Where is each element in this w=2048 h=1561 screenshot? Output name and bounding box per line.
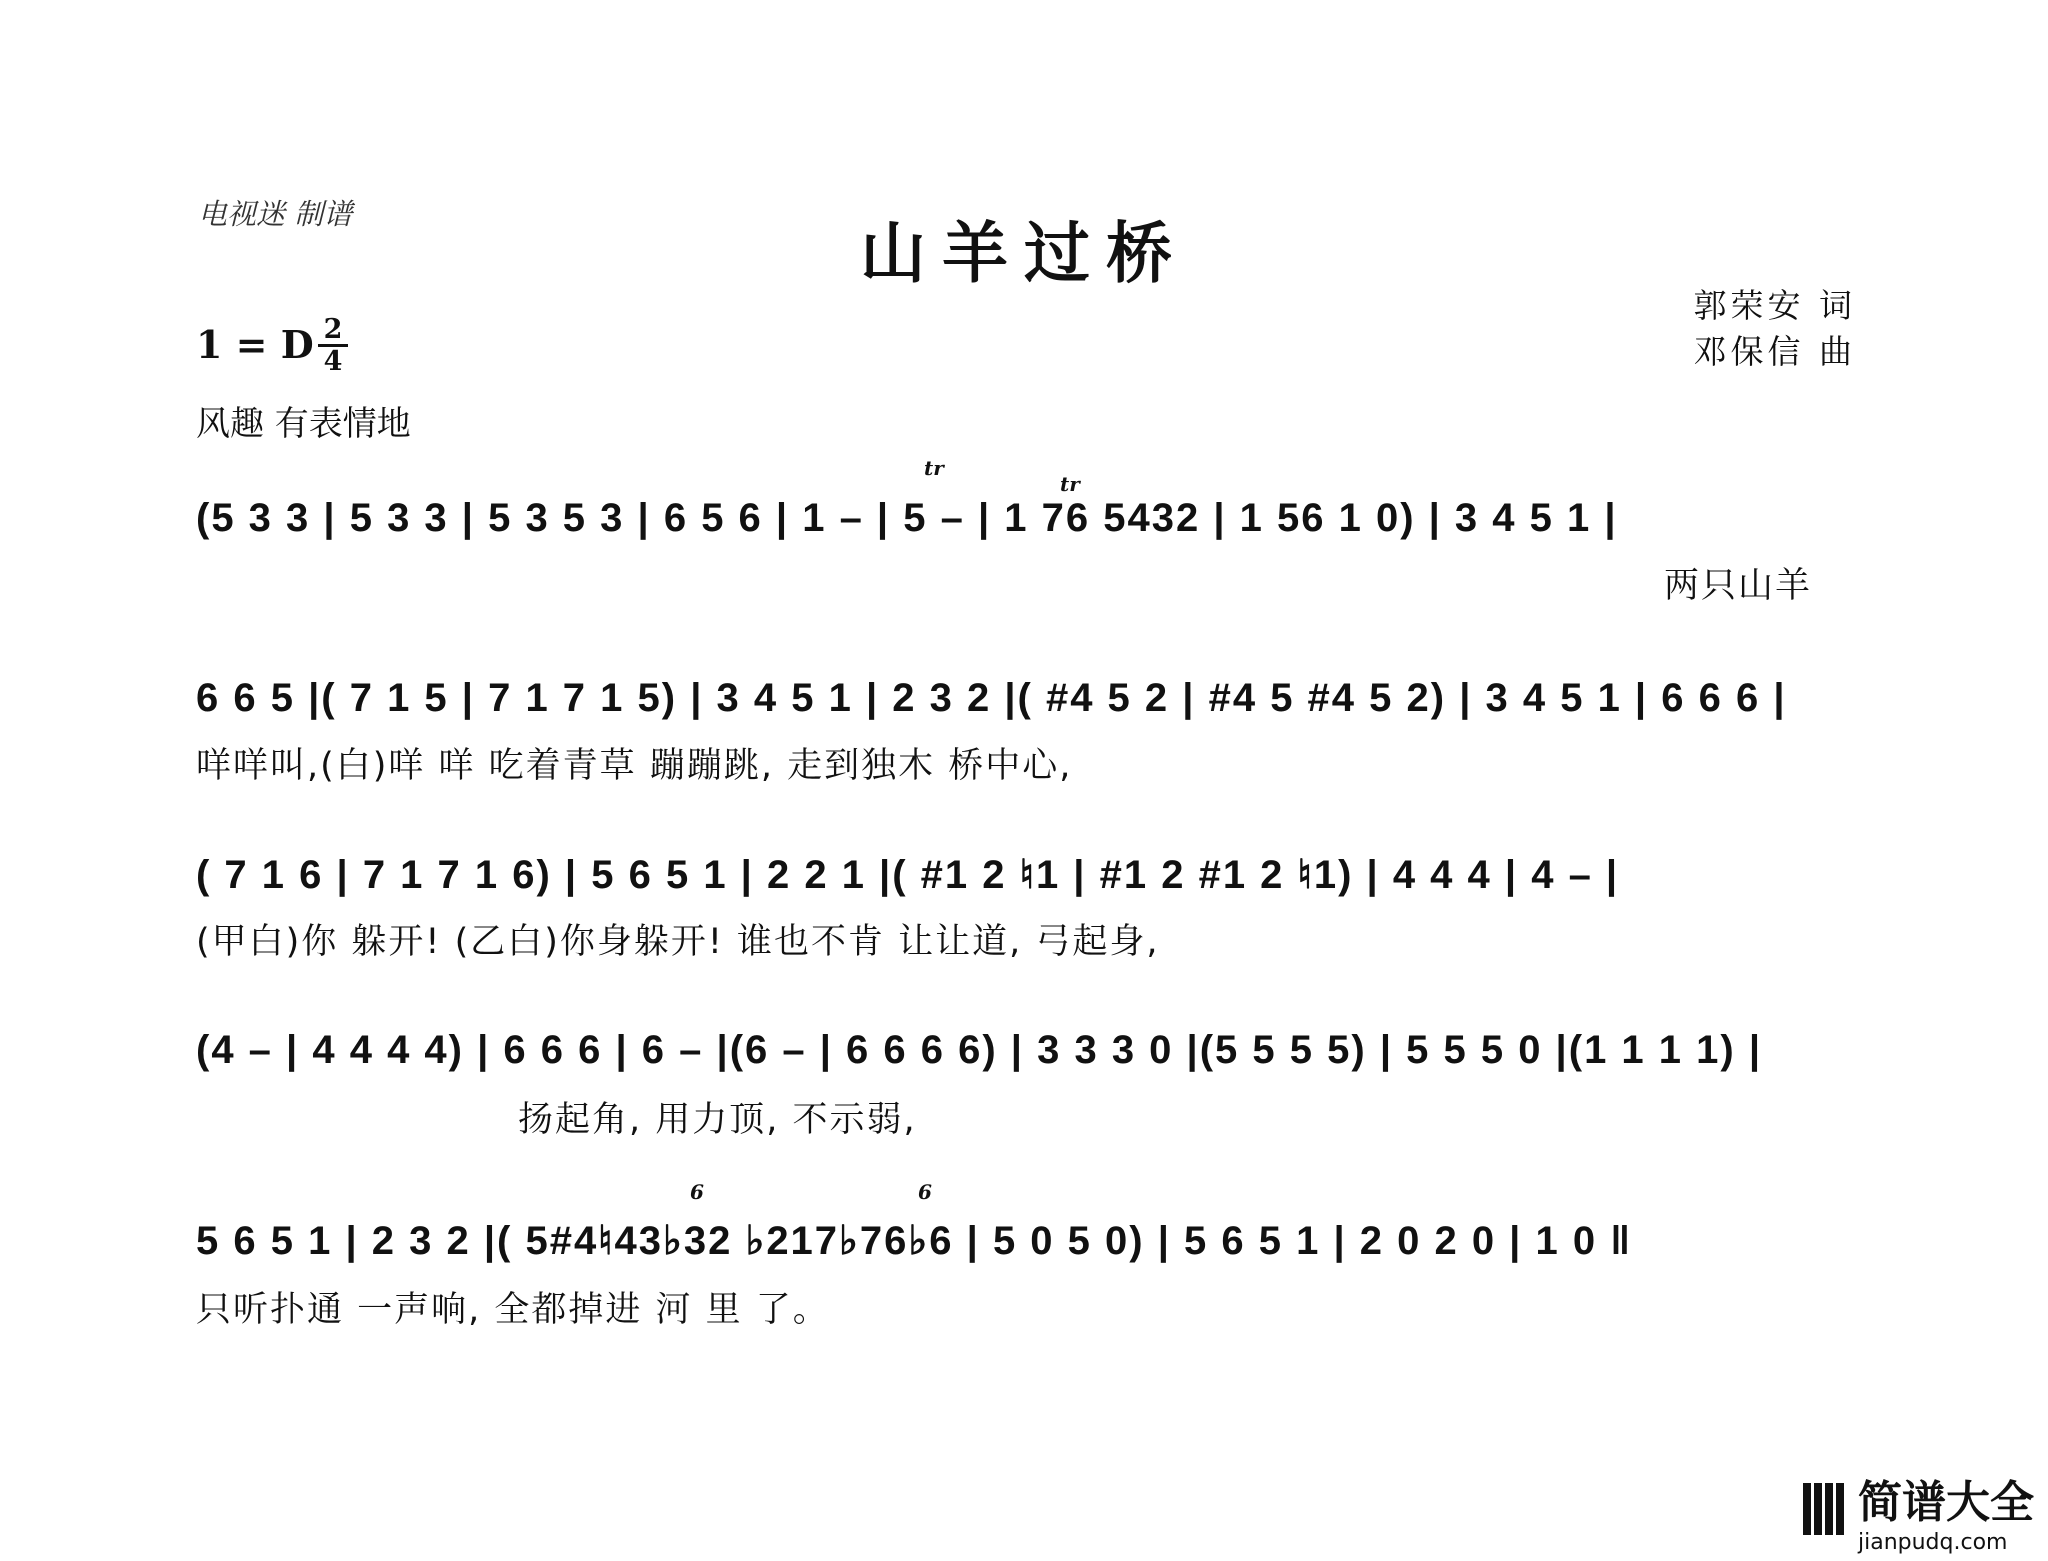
lyrics-line-1: 两只山羊 — [1664, 566, 1813, 606]
staff-line-3: ( 7 1 6 | 7 1 7 1 6) | 5 6 5 1 | 2 2 1 |( #1 2 ♮1 | #1 2 #1 2 ♮1) | 4 4 4 | 4 – | — [196, 853, 1620, 897]
lyricist: 郭荣安 词 — [1693, 286, 1856, 325]
staff-line-2: 6 6 5 |( 7 1 5 | 7 1 7 1 5) | 3 4 5 1 | 2 3 2 |( #4 5 2 | #4 5 #4 5 2) | 3 4 5 1 | 6 6 6 | — [196, 676, 1787, 720]
tuplet-mark: 6 — [918, 1180, 932, 1204]
staff-line-1: (5 3 3 | 5 3 3 | 5 3 5 3 | 6 5 6 | 1 – | 5 – | 1 76 5432 | 1 56 1 0) | 3 4 5 1 | — [196, 496, 1618, 540]
lyrics-line-3: (甲白)你 躲开! (乙白)你身躲开! 谁也不肯 让让道, 弓起身, — [196, 922, 1160, 962]
credit-text: 电视迷 制谱 — [198, 197, 353, 231]
staff-line-4: (4 – | 4 4 4 4) | 6 6 6 | 6 – |(6 – | 6 6 6 6) | 3 3 3 0 |(5 5 5 5) | 5 5 5 0 |(1 1 1 1) | — [196, 1028, 1763, 1072]
key-signature: 1 = D — [196, 322, 314, 367]
logo-url: jianpudq.com — [1858, 1530, 2008, 1555]
trill-mark: tr — [1060, 472, 1080, 496]
page-title: 山羊过桥 — [860, 214, 1188, 292]
piano-keys-icon — [1803, 1483, 1847, 1539]
tempo-marking: 风趣 有表情地 — [196, 404, 411, 444]
lyrics-line-4: 扬起角, 用力顶, 不示弱, — [518, 1100, 917, 1140]
composer: 邓保信 曲 — [1693, 332, 1856, 371]
time-numerator: 2 — [323, 314, 343, 345]
lyrics-line-5: 只听扑通 一声响, 全都掉进 河 里 了。 — [196, 1290, 830, 1330]
logo-name: 简谱大全 — [1858, 1477, 2034, 1528]
time-denominator: 4 — [323, 346, 343, 377]
site-logo[interactable] — [1803, 1466, 2034, 1555]
lyrics-line-2: 咩咩叫,(白)咩 咩 吃着青草 蹦蹦跳, 走到独木 桥中心, — [196, 746, 1073, 786]
time-signature — [318, 316, 348, 375]
trill-mark: tr — [924, 456, 944, 480]
tuplet-mark: 6 — [690, 1180, 704, 1204]
staff-line-5: 5 6 5 1 | 2 3 2 |( 5#4♮43♭32 ♭217♭76♭6 | 5 0 5 0) | 5 6 5 1 | 2 0 2 0 | 1 0 ‖ — [196, 1219, 1633, 1263]
